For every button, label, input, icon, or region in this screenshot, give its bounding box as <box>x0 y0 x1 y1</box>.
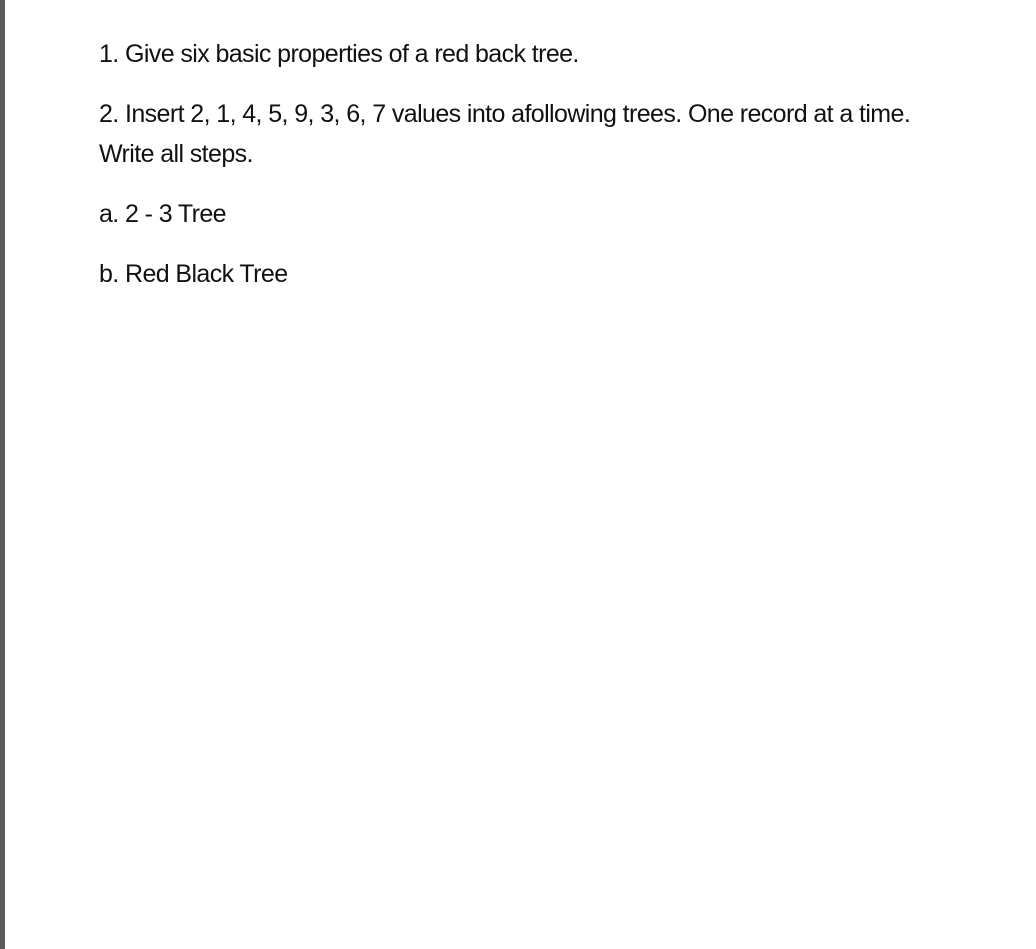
question-2-line-1: 2. Insert 2, 1, 4, 5, 9, 3, 6, 7 values into afollowing trees. One record at a time. <box>99 100 911 128</box>
question-1: 1. Give six basic properties of a red back tree. <box>99 40 579 68</box>
option-a: a. 2 - 3 Tree <box>99 200 226 228</box>
question-2-line-2: Write all steps. <box>99 140 253 168</box>
paragraph-gap <box>99 74 1029 94</box>
document-page <box>5 0 1036 949</box>
paragraph-gap <box>99 174 1029 194</box>
option-b: b. Red Black Tree <box>99 260 288 288</box>
document-content <box>99 34 1029 294</box>
paragraph-gap <box>99 234 1029 254</box>
